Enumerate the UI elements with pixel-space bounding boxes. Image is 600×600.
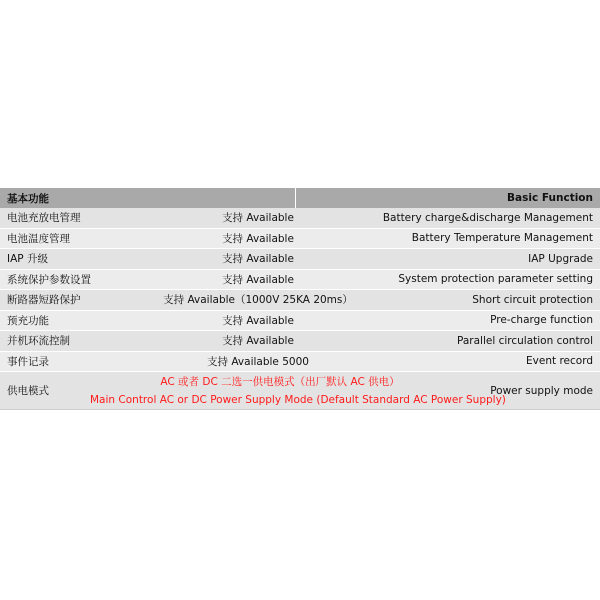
- row-en-label: IAP Upgrade: [528, 252, 593, 265]
- table-row: [0, 229, 600, 250]
- header-cn: 基本功能: [0, 188, 296, 208]
- table-row: [0, 331, 600, 352]
- table-row: [0, 311, 600, 332]
- row-value: 支持 Available: [222, 335, 294, 348]
- row-cn-label: IAP 升级: [7, 253, 48, 266]
- supply-cn-label: 供电模式: [7, 385, 49, 397]
- row-en-label: Battery Temperature Management: [411, 232, 593, 245]
- row-cn-label: 电池温度管理: [7, 232, 70, 245]
- row-en-label: Pre-charge function: [490, 314, 593, 327]
- row-value: 支持 Available: [222, 314, 294, 327]
- row-value: 支持 Available（1000V 25KA 20ms）: [163, 294, 353, 307]
- table-header: [0, 188, 600, 208]
- row-cn-label: 断路器短路保护: [7, 294, 81, 307]
- row-en-label: Event record: [526, 355, 593, 368]
- table-row: [0, 290, 600, 311]
- supply-value-cn: AC 或者 DC 二选一供电模式（出厂默认 AC 供电）: [160, 375, 400, 388]
- supply-en-label: Power supply mode: [490, 384, 593, 397]
- row-en-label: Battery charge&discharge Management: [382, 211, 593, 224]
- header-en: Basic Function: [507, 192, 593, 204]
- table-row: [0, 270, 600, 291]
- row-cn-label: 事件记录: [7, 355, 49, 368]
- row-cn-label: 系统保护参数设置: [7, 273, 91, 286]
- basic-function-table: [0, 188, 600, 410]
- table-row: [0, 352, 600, 373]
- row-value: 支持 Available 5000: [207, 355, 309, 368]
- row-value: 支持 Available: [222, 232, 294, 245]
- row-cn-label: 预充功能: [7, 314, 49, 327]
- power-supply-row: [0, 372, 600, 410]
- row-value: 支持 Available: [222, 273, 294, 286]
- supply-values: [90, 373, 506, 409]
- row-value: 支持 Available: [222, 212, 294, 225]
- row-cn-label: 电池充放电管理: [7, 212, 81, 225]
- row-en-label: Short circuit protection: [472, 293, 593, 306]
- row-en-label: System protection parameter setting: [398, 273, 593, 286]
- table-row: [0, 208, 600, 229]
- row-cn-label: 并机环流控制: [7, 335, 70, 348]
- row-en-label: Parallel circulation control: [457, 334, 593, 347]
- row-value: 支持 Available: [222, 253, 294, 266]
- supply-value-en: Main Control AC or DC Power Supply Mode (Default Standard AC Power Supply): [90, 393, 506, 406]
- table-row: [0, 249, 600, 270]
